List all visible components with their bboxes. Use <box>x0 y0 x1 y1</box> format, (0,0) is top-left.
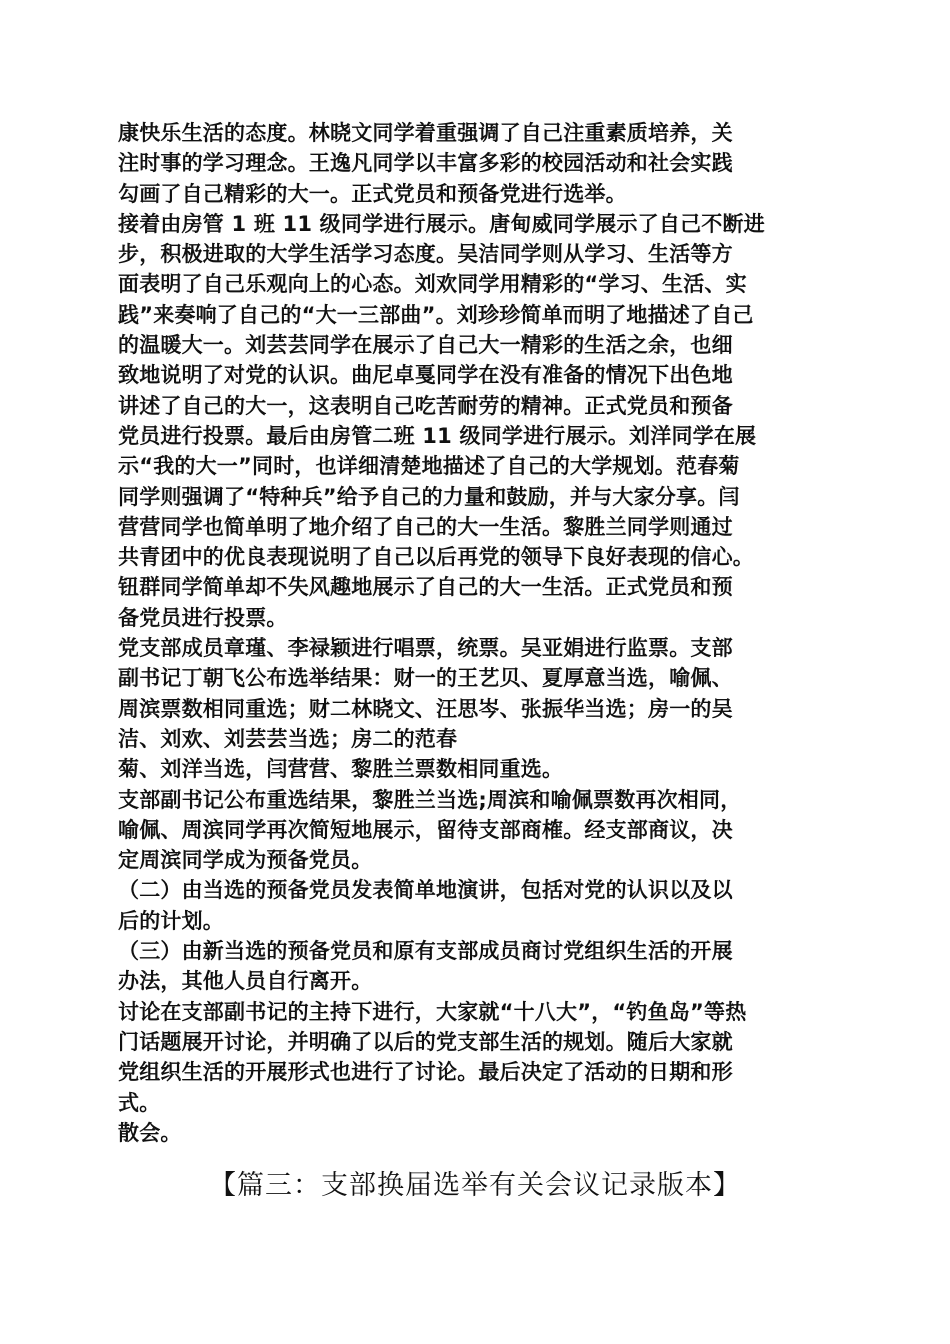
paragraph-election-intro: 康快乐生活的态度。林晓文同学着重强调了自己注重素质培养，关 注时事的学习理念。王逸凡同学以丰富多彩的校园活动和社会实践 勾画了自己精彩的大一。正式党员和预备党进行选举。 <box>118 121 733 206</box>
section-title: 【篇三：支部换届选举有关会议记录版本】 <box>209 1170 741 1201</box>
paragraph-discussion-setup: （三）由新当选的预备党员和原有支部成员商讨党组织生活的开展 办法，其他人员自行离开。 <box>118 939 733 994</box>
paragraph-speeches: （二）由当选的预备党员发表简单地演讲，包括对党的认识以及以 后的计划。 <box>118 878 733 933</box>
paragraph-vote-results: 党支部成员章瑾、李禄颖进行唱票，统票。吴亚娟进行监票。支部 副书记丁朝飞公布选举结果：财一的王艺贝、夏厚意当选，喻佩、 周滨票数相同重选；财二林晓文、汪思岑、张振华当选；房一的吴 洁、刘欢、刘芸芸当选；房二的范春 菊、刘洋当选，闫营营、黎胜兰票数相同重选。 <box>118 636 733 782</box>
paragraph-discussion: 讨论在支部副书记的主持下进行，大家就“十八大”，“钓鱼岛”等热 门话题展开讨论，并明确了以后的党支部生活的规划。随后大家就 党组织生活的开展形式也进行了讨论。最后决定了活动的日期和形 式。 <box>118 999 747 1115</box>
paragraph-revote-results: 支部副书记公布重选结果，黎胜兰当选;周滨和喻佩票数再次相同， 喻佩、周滨同学再次简短地展示，留待支部商榷。经支部商议，决 定周滨同学成为预备党员。 <box>118 787 742 873</box>
paragraph-adjourn: 散会。 <box>118 1120 182 1145</box>
paragraph-class-presentations: 接着由房管 1 班 11 级同学进行展示。唐甸威同学展示了自己不断进 步，积极进取的大学生活学习态度。吴洁同学则从学习、生活等方 面表明了自己乐观向上的心态。刘欢同学用精彩的“学习、生活、实 践”来奏响了自己的“大一三部曲”。刘珍珍简单而明了地描述了自己 的温暖大一。刘芸芸同学在展示了自己大一精彩的生活之余，也细 致地说明了对党的认识。曲尼卓戛同学在没有准备的情况下出色地 讲述了自己的大一，这表明自己吃苦耐劳的精神。正式党员和预备 党员进行投票。最后由房管二班 11 级同学进行展示。刘洋同学在展 示“我的大一”同时，也详细清楚地描述了自己的大学规划。范春菊 同学则强调了“特种兵”给予自己的力量和鼓励，并与大家分享。闫 营营同学也简单明了地介绍了自己的大一生活。黎胜兰同学则通过 共青团中的优良表现说明了自己以后再党的领导下良好表现的信心。 钮群同学简单却不失风趣地展示了自己的大一生活。正式党员和预 备党员进行投票。 <box>118 211 765 630</box>
document-body <box>118 118 848 1148</box>
